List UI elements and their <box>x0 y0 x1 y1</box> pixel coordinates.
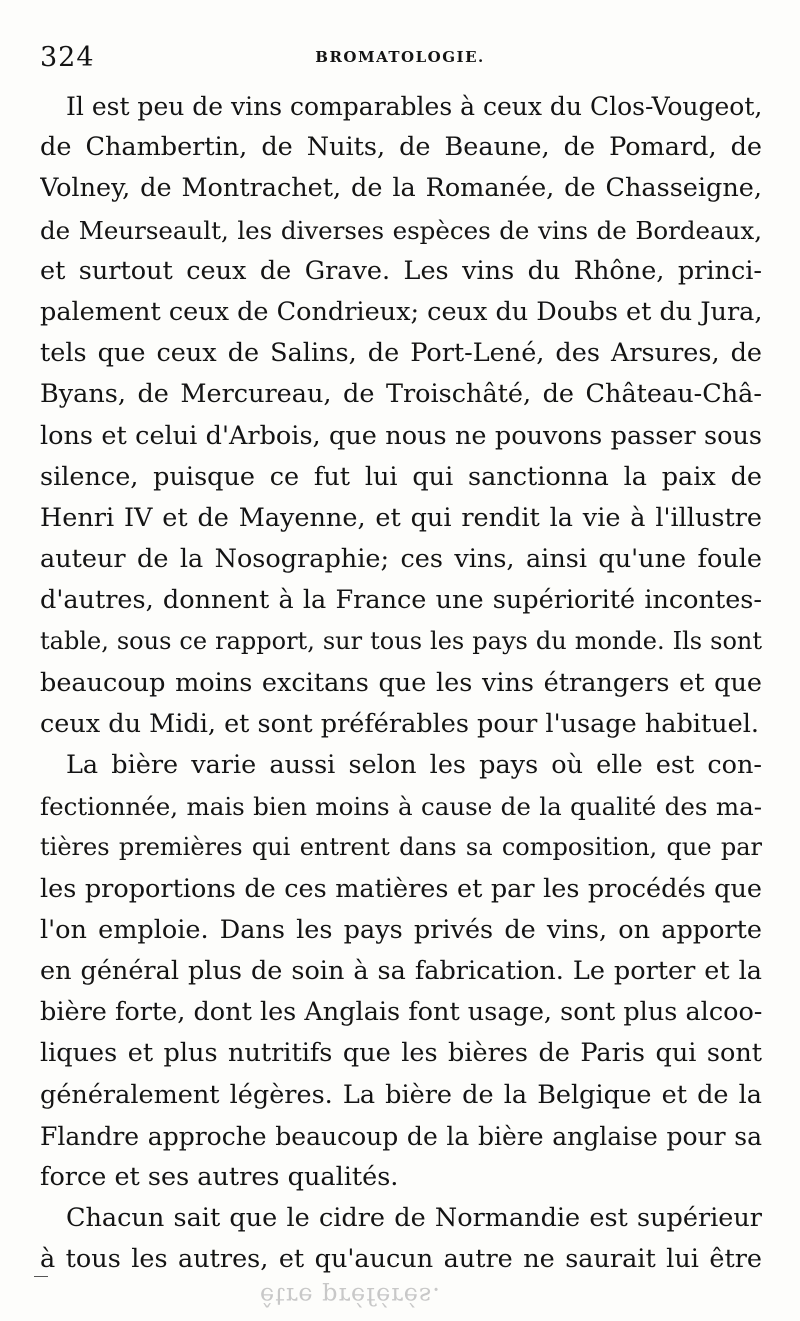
text-line: bière forte, dont les Anglais font usage, sont plus alcoo- <box>40 997 762 1028</box>
text-line: Chacun sait que le cidre de Normandie est supérieur <box>66 1203 762 1234</box>
text-line: et surtout ceux de Grave. Les vins du Rhône, princi- <box>40 255 762 286</box>
text-line: liques et plus nutritifs que les bières de Paris qui sont <box>40 1038 762 1069</box>
text-line: tels que ceux de Salins, de Port-Lené, des Arsures, de <box>40 338 762 369</box>
text-line: auteur de la Nosographie; ces vins, ainsi qu'une foule <box>40 544 762 575</box>
text-line: ceux du Midi, et sont préférables pour l'usage habituel. <box>40 708 759 739</box>
text-line: silence, puisque ce fut lui qui sanctionna la paix de <box>40 461 762 492</box>
margin-mark <box>34 1276 48 1277</box>
text-line: fectionnée, mais bien moins à cause de la qualité des ma- <box>40 792 762 822</box>
text-line: de Chambertin, de Nuits, de Beaune, de Pomard, de <box>40 132 762 163</box>
text-line: l'on emploie. Dans les pays privés de vins, on apporte <box>40 914 762 945</box>
page-header <box>40 40 760 80</box>
text-line: Flandre approche beaucoup de la bière anglaise pour sa <box>40 1121 762 1151</box>
text-line: Henri IV et de Mayenne, et qui rendit la vie à l'illustre <box>40 502 762 533</box>
text-line: les proportions de ces matières et par les procédés que <box>40 873 762 904</box>
text-line: tières premières qui entrent dans sa composition, que par <box>40 833 762 862</box>
text-line: palement ceux de Condrieux; ceux du Doubs et du Jura, <box>40 296 762 327</box>
body-text <box>40 86 762 1280</box>
text-line: généralement légères. La bière de la Belgique et de la <box>40 1079 762 1110</box>
text-line: force et ses autres qualités. <box>40 1161 399 1192</box>
text-line: à tous les autres, et qu'aucun autre ne saurait lui être <box>40 1244 762 1275</box>
text-line: en général plus de soin à sa fabrication. Le porter et la <box>40 955 762 986</box>
text-line: table, sous ce rapport, sur tous les pays du monde. Ils sont <box>40 627 762 656</box>
page-number: 324 <box>40 42 95 73</box>
text-line: beaucoup moins excitans que les vins étrangers et que <box>40 667 762 698</box>
text-line: lons et celui d'Arbois, que nous ne pouvons passer sous <box>40 420 762 451</box>
show-through-text: être préférés. <box>260 1282 441 1310</box>
text-line: La bière varie aussi selon les pays où elle est con- <box>66 750 762 780</box>
text-line: Volney, de Montrachet, de la Romanée, de Chasseigne, <box>40 173 762 204</box>
text-line: Byans, de Mercureau, de Troischâté, de Château-Châ- <box>40 379 762 410</box>
running-title: BROMATOLOGIE. <box>315 48 485 66</box>
text-line: d'autres, donnent à la France une supériorité incontes- <box>40 585 762 616</box>
text-line: de Meurseault, les diverses espèces de vins de Bordeaux, <box>40 215 762 245</box>
text-line: Il est peu de vins comparables à ceux du Clos-Vougeot, <box>66 92 762 121</box>
